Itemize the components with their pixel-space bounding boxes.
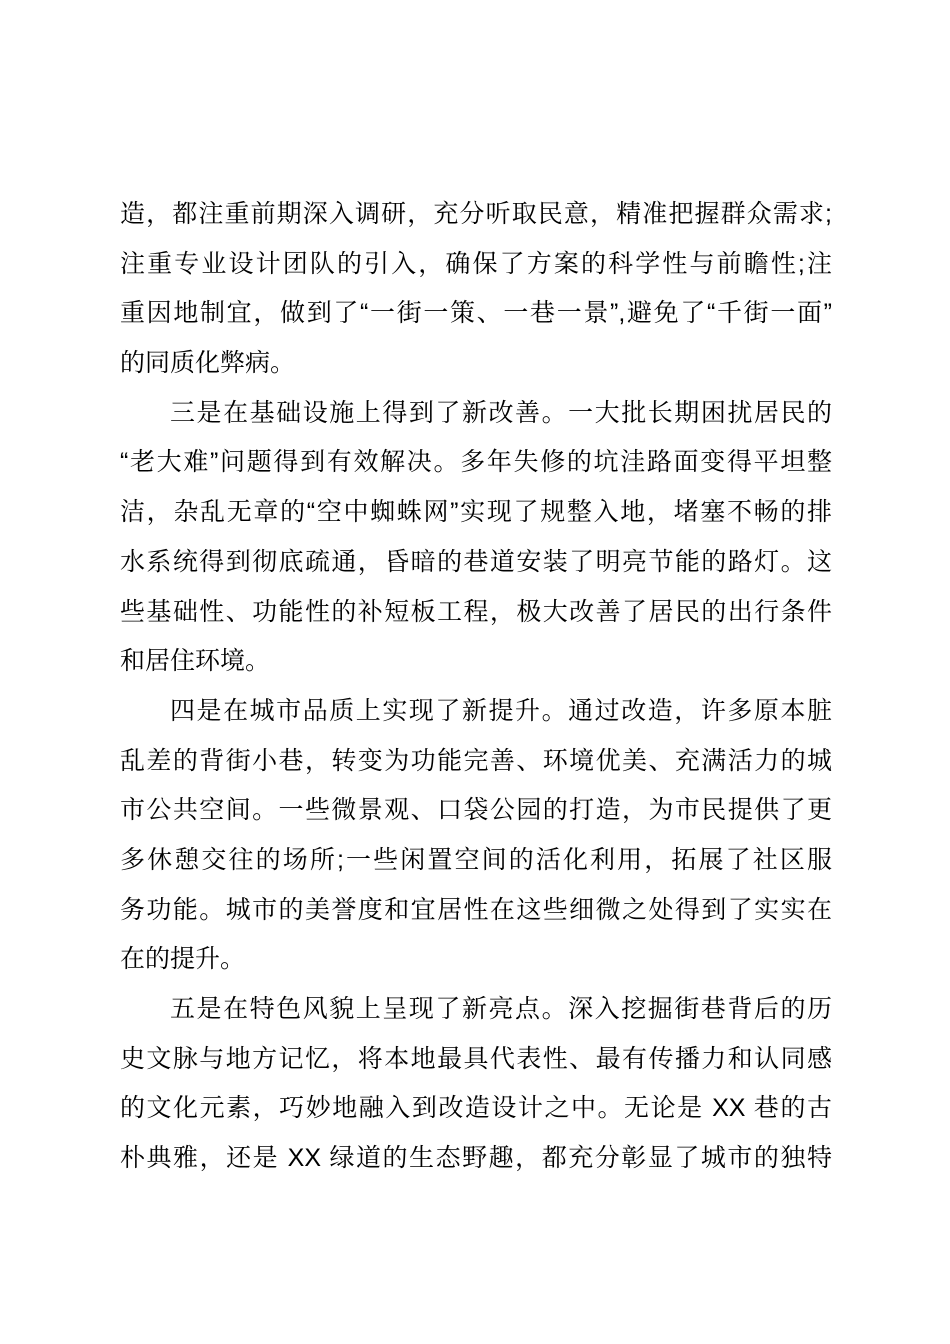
text-line: 史文脉与地方记忆，将本地最具代表性、最有传播力和认同感 [120, 1044, 832, 1073]
text-line: 和居住环境。 [120, 647, 271, 676]
text-line: 务功能。城市的美誉度和宜居性在这些细微之处得到了实实在 [120, 895, 832, 924]
text-line: 在的提升。 [120, 945, 246, 974]
text-line: 重因地制宜，做到了“一街一策、一巷一景”,避免了“千街一面” [120, 299, 832, 328]
text-line: 多休憩交往的场所;一些闲置空间的活化利用，拓展了社区服 [120, 845, 832, 874]
document-body [120, 190, 832, 1184]
text-line: 市公共空间。一些微景观、口袋公园的打造，为市民提供了更 [120, 796, 832, 825]
text-line: 朴典雅，还是 XX 绿道的生态野趣，都充分彰显了城市的独特 [120, 1144, 832, 1173]
text-line: 造，都注重前期深入调研，充分听取民意，精准把握群众需求; [120, 200, 832, 228]
text-line: 水系统得到彻底疏通，昏暗的巷道安装了明亮节能的路灯。这 [120, 547, 832, 576]
paragraph [120, 687, 832, 985]
text-line: 些基础性、功能性的补短板工程，极大改善了居民的出行条件 [120, 597, 832, 626]
text-line: 五是在特色风貌上呈现了新亮点。深入挖掘街巷背后的历 [170, 995, 832, 1023]
text-line: 洁，杂乱无章的“空中蜘蛛网”实现了规整入地，堵塞不畅的排 [120, 498, 832, 527]
text-line: 乱差的背街小巷，转变为功能完善、环境优美、充满活力的城 [120, 746, 832, 775]
paragraph [120, 190, 832, 389]
text-line: 四是在城市品质上实现了新提升。通过改造，许多原本脏 [170, 696, 832, 725]
text-line: 注重专业设计团队的引入，确保了方案的科学性与前瞻性;注 [120, 249, 832, 278]
text-line: 的同质化弊病。 [120, 349, 296, 378]
text-line: “老大难”问题得到有效解决。多年失修的坑洼路面变得平坦整 [120, 448, 832, 477]
text-line: 的文化元素，巧妙地融入到改造设计之中。无论是 XX 巷的古 [120, 1094, 832, 1123]
paragraph [120, 389, 832, 687]
paragraph [120, 985, 832, 1184]
text-line: 三是在基础设施上得到了新改善。一大批长期困扰居民的 [170, 398, 832, 427]
